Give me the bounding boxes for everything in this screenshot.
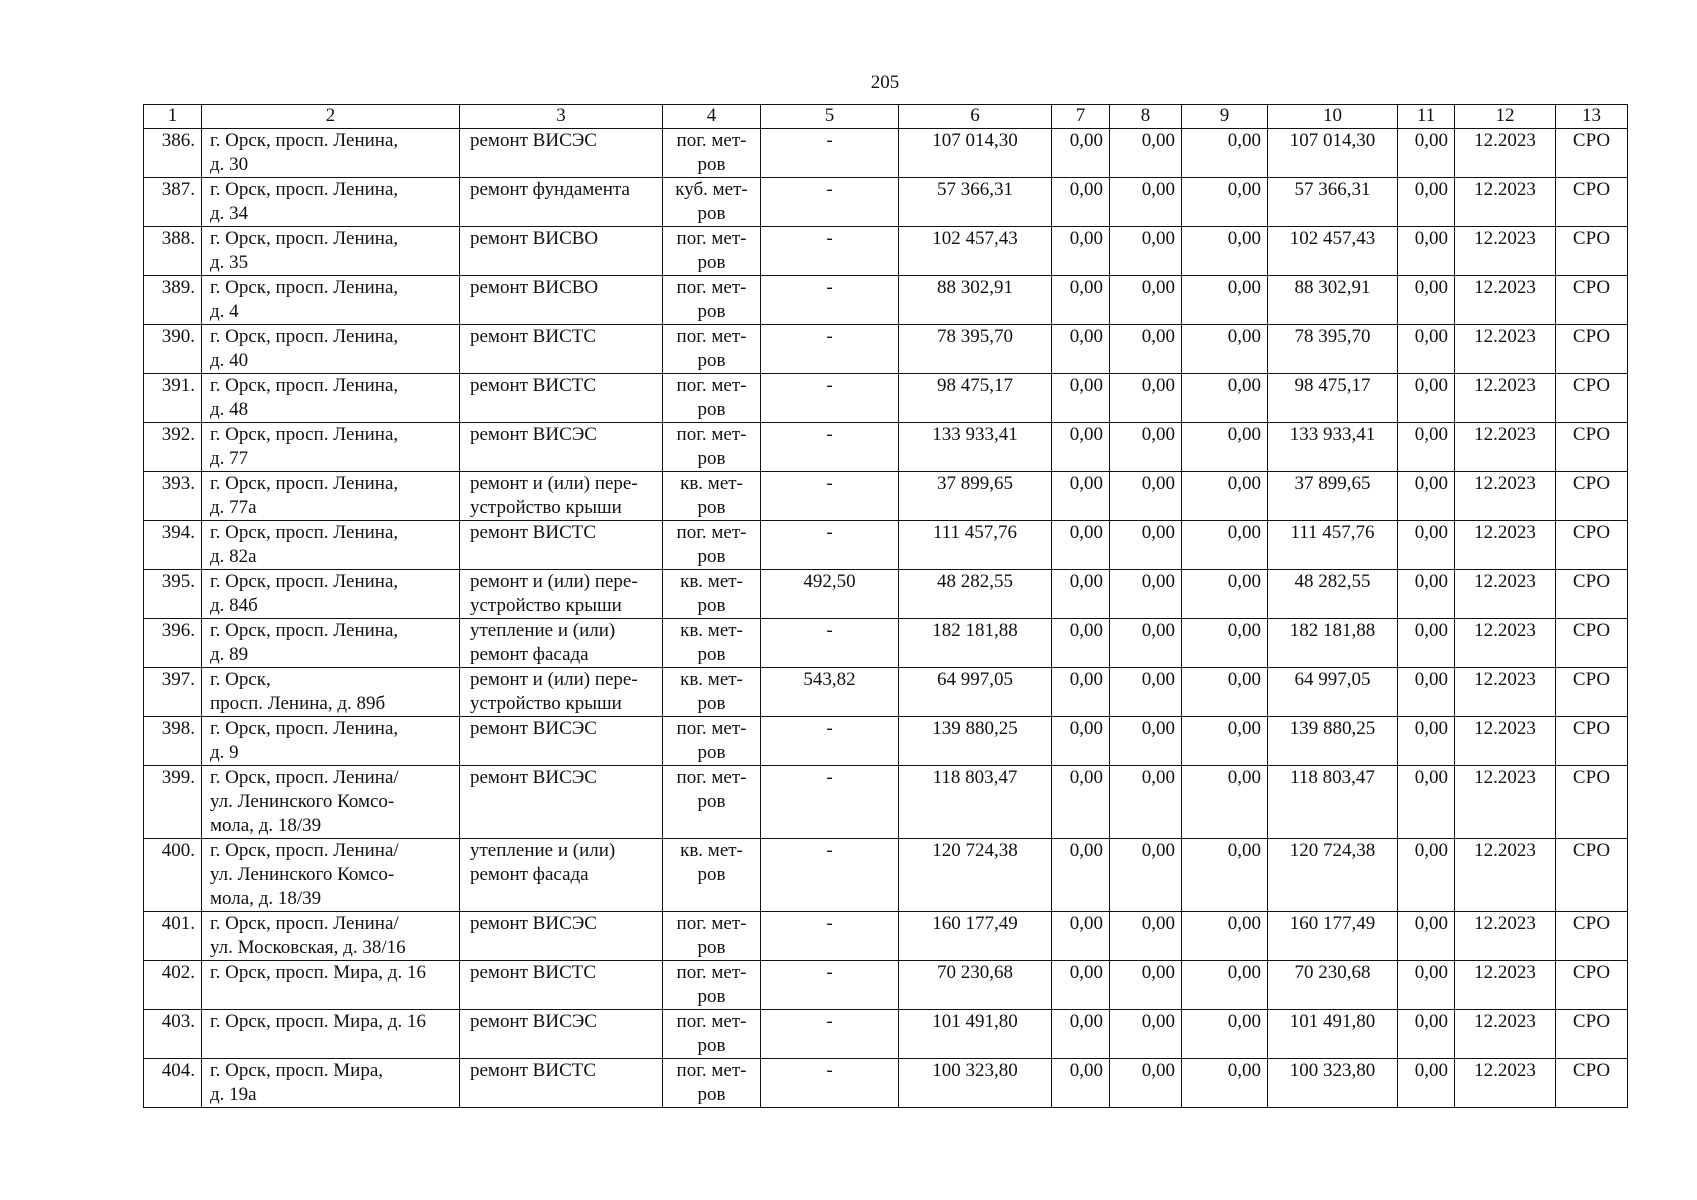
funding-cell: 0,00 <box>1110 521 1182 570</box>
unit-cell: пог. мет- ров <box>663 374 761 423</box>
funding-cell: 0,00 <box>1398 839 1455 912</box>
column-header: 8 <box>1110 105 1182 129</box>
funding-total-cell: 160 177,49 <box>1268 912 1398 961</box>
unit-cell: пог. мет- ров <box>663 423 761 472</box>
cost-total-cell: 64 997,05 <box>899 668 1052 717</box>
funding-cell: 0,00 <box>1052 178 1110 227</box>
funding-cell: 0,00 <box>1182 668 1268 717</box>
work-type-cell: ремонт ВИСТС <box>460 374 663 423</box>
address-cell: г. Орск, просп. Ленина, д. 89 <box>202 619 460 668</box>
row-number: 386. <box>144 129 202 178</box>
cost-total-cell: 111 457,76 <box>899 521 1052 570</box>
executor-cell: СРО <box>1556 668 1628 717</box>
address-cell: г. Орск, просп. Ленина, д. 77а <box>202 472 460 521</box>
funding-cell: 0,00 <box>1182 961 1268 1010</box>
column-header: 9 <box>1182 105 1268 129</box>
completion-date-cell: 12.2023 <box>1455 668 1556 717</box>
funding-cell: 0,00 <box>1182 912 1268 961</box>
completion-date-cell: 12.2023 <box>1455 912 1556 961</box>
address-cell: г. Орск, просп. Ленина/ ул. Ленинского Комсо- мола, д. 18/39 <box>202 766 460 839</box>
funding-cell: 0,00 <box>1398 227 1455 276</box>
funding-cell: 0,00 <box>1052 276 1110 325</box>
funding-cell: 0,00 <box>1052 1059 1110 1108</box>
row-number: 396. <box>144 619 202 668</box>
unit-cell: кв. мет- ров <box>663 668 761 717</box>
unit-cell: кв. мет- ров <box>663 619 761 668</box>
funding-cell: 0,00 <box>1110 766 1182 839</box>
completion-date-cell: 12.2023 <box>1455 1010 1556 1059</box>
completion-date-cell: 12.2023 <box>1455 766 1556 839</box>
executor-cell: СРО <box>1556 521 1628 570</box>
cost-total-cell: 78 395,70 <box>899 325 1052 374</box>
table-row <box>144 570 1628 619</box>
volume-cell: - <box>761 325 899 374</box>
funding-cell: 0,00 <box>1398 961 1455 1010</box>
funding-cell: 0,00 <box>1110 472 1182 521</box>
funding-cell: 0,00 <box>1110 961 1182 1010</box>
funding-cell: 0,00 <box>1398 374 1455 423</box>
work-type-cell: ремонт фундамента <box>460 178 663 227</box>
funding-cell: 0,00 <box>1110 276 1182 325</box>
unit-cell: пог. мет- ров <box>663 912 761 961</box>
unit-cell: кв. мет- ров <box>663 570 761 619</box>
funding-total-cell: 182 181,88 <box>1268 619 1398 668</box>
address-cell: г. Орск, просп. Мира, д. 19а <box>202 1059 460 1108</box>
cost-total-cell: 182 181,88 <box>899 619 1052 668</box>
funding-cell: 0,00 <box>1398 1059 1455 1108</box>
volume-cell: 492,50 <box>761 570 899 619</box>
table-row <box>144 423 1628 472</box>
volume-cell: - <box>761 1059 899 1108</box>
work-type-cell: ремонт ВИСЭС <box>460 129 663 178</box>
funding-cell: 0,00 <box>1182 1010 1268 1059</box>
executor-cell: СРО <box>1556 472 1628 521</box>
funding-total-cell: 88 302,91 <box>1268 276 1398 325</box>
address-cell: г. Орск, просп. Ленина, д. 35 <box>202 227 460 276</box>
executor-cell: СРО <box>1556 570 1628 619</box>
funding-total-cell: 120 724,38 <box>1268 839 1398 912</box>
executor-cell: СРО <box>1556 1010 1628 1059</box>
address-cell: г. Орск, просп. Ленина, д. 9 <box>202 717 460 766</box>
unit-cell: пог. мет- ров <box>663 521 761 570</box>
volume-cell: - <box>761 374 899 423</box>
work-type-cell: ремонт ВИСТС <box>460 521 663 570</box>
executor-cell: СРО <box>1556 717 1628 766</box>
address-cell: г. Орск, просп. Ленина/ ул. Ленинского Комсо- мола, д. 18/39 <box>202 839 460 912</box>
completion-date-cell: 12.2023 <box>1455 570 1556 619</box>
executor-cell: СРО <box>1556 766 1628 839</box>
funding-cell: 0,00 <box>1398 668 1455 717</box>
completion-date-cell: 12.2023 <box>1455 961 1556 1010</box>
funding-total-cell: 101 491,80 <box>1268 1010 1398 1059</box>
row-number: 404. <box>144 1059 202 1108</box>
column-header: 3 <box>460 105 663 129</box>
executor-cell: СРО <box>1556 374 1628 423</box>
address-cell: г. Орск, просп. Мира, д. 16 <box>202 961 460 1010</box>
table-row <box>144 961 1628 1010</box>
row-number: 392. <box>144 423 202 472</box>
table-row <box>144 325 1628 374</box>
volume-cell: - <box>761 766 899 839</box>
executor-cell: СРО <box>1556 325 1628 374</box>
executor-cell: СРО <box>1556 129 1628 178</box>
address-cell: г. Орск, просп. Ленина, д. 48 <box>202 374 460 423</box>
funding-cell: 0,00 <box>1110 668 1182 717</box>
funding-cell: 0,00 <box>1398 570 1455 619</box>
executor-cell: СРО <box>1556 227 1628 276</box>
funding-cell: 0,00 <box>1182 129 1268 178</box>
completion-date-cell: 12.2023 <box>1455 325 1556 374</box>
table-row <box>144 839 1628 912</box>
work-type-cell: ремонт ВИСЭС <box>460 423 663 472</box>
volume-cell: - <box>761 472 899 521</box>
funding-cell: 0,00 <box>1398 1010 1455 1059</box>
column-header: 5 <box>761 105 899 129</box>
executor-cell: СРО <box>1556 178 1628 227</box>
work-type-cell: ремонт ВИСТС <box>460 1059 663 1108</box>
address-cell: г. Орск, просп. Мира, д. 16 <box>202 1010 460 1059</box>
work-type-cell: ремонт ВИСЭС <box>460 717 663 766</box>
column-header: 1 <box>144 105 202 129</box>
funding-cell: 0,00 <box>1398 766 1455 839</box>
table-body <box>144 129 1628 1108</box>
work-type-cell: ремонт ВИСВО <box>460 227 663 276</box>
cost-total-cell: 120 724,38 <box>899 839 1052 912</box>
funding-cell: 0,00 <box>1052 472 1110 521</box>
table-row <box>144 717 1628 766</box>
column-header: 7 <box>1052 105 1110 129</box>
header-row <box>144 105 1628 129</box>
row-number: 402. <box>144 961 202 1010</box>
volume-cell: - <box>761 227 899 276</box>
funding-cell: 0,00 <box>1052 129 1110 178</box>
funding-cell: 0,00 <box>1398 717 1455 766</box>
row-number: 388. <box>144 227 202 276</box>
column-header: 2 <box>202 105 460 129</box>
unit-cell: пог. мет- ров <box>663 276 761 325</box>
funding-cell: 0,00 <box>1182 717 1268 766</box>
row-number: 387. <box>144 178 202 227</box>
table-row <box>144 374 1628 423</box>
column-header: 4 <box>663 105 761 129</box>
completion-date-cell: 12.2023 <box>1455 374 1556 423</box>
funding-cell: 0,00 <box>1398 912 1455 961</box>
funding-cell: 0,00 <box>1182 839 1268 912</box>
volume-cell: - <box>761 1010 899 1059</box>
table-row <box>144 227 1628 276</box>
work-type-cell: ремонт ВИСТС <box>460 961 663 1010</box>
funding-cell: 0,00 <box>1182 766 1268 839</box>
column-header: 11 <box>1398 105 1455 129</box>
unit-cell: пог. мет- ров <box>663 129 761 178</box>
unit-cell: пог. мет- ров <box>663 766 761 839</box>
cost-total-cell: 88 302,91 <box>899 276 1052 325</box>
row-number: 400. <box>144 839 202 912</box>
table-row <box>144 521 1628 570</box>
completion-date-cell: 12.2023 <box>1455 276 1556 325</box>
funding-cell: 0,00 <box>1182 472 1268 521</box>
unit-cell: пог. мет- ров <box>663 717 761 766</box>
work-type-cell: ремонт ВИСЭС <box>460 912 663 961</box>
completion-date-cell: 12.2023 <box>1455 619 1556 668</box>
completion-date-cell: 12.2023 <box>1455 472 1556 521</box>
funding-total-cell: 133 933,41 <box>1268 423 1398 472</box>
row-number: 393. <box>144 472 202 521</box>
funding-total-cell: 111 457,76 <box>1268 521 1398 570</box>
completion-date-cell: 12.2023 <box>1455 423 1556 472</box>
funding-cell: 0,00 <box>1052 227 1110 276</box>
funding-total-cell: 102 457,43 <box>1268 227 1398 276</box>
table-row <box>144 619 1628 668</box>
row-number: 398. <box>144 717 202 766</box>
funding-cell: 0,00 <box>1398 178 1455 227</box>
address-cell: г. Орск, просп. Ленина, д. 82а <box>202 521 460 570</box>
funding-cell: 0,00 <box>1052 619 1110 668</box>
volume-cell: - <box>761 839 899 912</box>
funding-cell: 0,00 <box>1182 227 1268 276</box>
address-cell: г. Орск, просп. Ленина, д. 4 <box>202 276 460 325</box>
work-type-cell: ремонт и (или) пере- устройство крыши <box>460 570 663 619</box>
row-number: 395. <box>144 570 202 619</box>
funding-cell: 0,00 <box>1052 668 1110 717</box>
cost-total-cell: 57 366,31 <box>899 178 1052 227</box>
table-row <box>144 668 1628 717</box>
funding-cell: 0,00 <box>1052 717 1110 766</box>
column-header: 12 <box>1455 105 1556 129</box>
cost-total-cell: 101 491,80 <box>899 1010 1052 1059</box>
funding-cell: 0,00 <box>1052 521 1110 570</box>
work-type-cell: утепление и (или) ремонт фасада <box>460 839 663 912</box>
funding-total-cell: 64 997,05 <box>1268 668 1398 717</box>
funding-cell: 0,00 <box>1110 912 1182 961</box>
funding-cell: 0,00 <box>1110 129 1182 178</box>
funding-cell: 0,00 <box>1110 839 1182 912</box>
address-cell: г. Орск, просп. Ленина, д. 77 <box>202 423 460 472</box>
executor-cell: СРО <box>1556 619 1628 668</box>
cost-total-cell: 118 803,47 <box>899 766 1052 839</box>
table-row <box>144 1010 1628 1059</box>
funding-cell: 0,00 <box>1052 839 1110 912</box>
funding-cell: 0,00 <box>1110 227 1182 276</box>
address-cell: г. Орск, просп. Ленина, д. 89б <box>202 668 460 717</box>
funding-cell: 0,00 <box>1398 521 1455 570</box>
funding-total-cell: 37 899,65 <box>1268 472 1398 521</box>
volume-cell: - <box>761 961 899 1010</box>
column-header: 10 <box>1268 105 1398 129</box>
funding-total-cell: 100 323,80 <box>1268 1059 1398 1108</box>
volume-cell: - <box>761 423 899 472</box>
executor-cell: СРО <box>1556 1059 1628 1108</box>
cost-total-cell: 37 899,65 <box>899 472 1052 521</box>
funding-cell: 0,00 <box>1182 276 1268 325</box>
funding-cell: 0,00 <box>1398 129 1455 178</box>
row-number: 401. <box>144 912 202 961</box>
funding-cell: 0,00 <box>1110 1010 1182 1059</box>
funding-cell: 0,00 <box>1182 1059 1268 1108</box>
row-number: 399. <box>144 766 202 839</box>
volume-cell: - <box>761 276 899 325</box>
funding-cell: 0,00 <box>1110 619 1182 668</box>
funding-cell: 0,00 <box>1052 374 1110 423</box>
funding-cell: 0,00 <box>1052 325 1110 374</box>
table-row <box>144 178 1628 227</box>
row-number: 394. <box>144 521 202 570</box>
funding-cell: 0,00 <box>1052 961 1110 1010</box>
funding-cell: 0,00 <box>1110 374 1182 423</box>
funding-cell: 0,00 <box>1182 374 1268 423</box>
work-type-cell: ремонт ВИСВО <box>460 276 663 325</box>
address-cell: г. Орск, просп. Ленина, д. 30 <box>202 129 460 178</box>
completion-date-cell: 12.2023 <box>1455 227 1556 276</box>
completion-date-cell: 12.2023 <box>1455 129 1556 178</box>
funding-cell: 0,00 <box>1110 325 1182 374</box>
executor-cell: СРО <box>1556 961 1628 1010</box>
funding-cell: 0,00 <box>1182 178 1268 227</box>
funding-total-cell: 139 880,25 <box>1268 717 1398 766</box>
funding-total-cell: 78 395,70 <box>1268 325 1398 374</box>
funding-total-cell: 57 366,31 <box>1268 178 1398 227</box>
cost-total-cell: 102 457,43 <box>899 227 1052 276</box>
funding-cell: 0,00 <box>1182 423 1268 472</box>
volume-cell: - <box>761 619 899 668</box>
completion-date-cell: 12.2023 <box>1455 839 1556 912</box>
unit-cell: пог. мет- ров <box>663 325 761 374</box>
funding-cell: 0,00 <box>1398 619 1455 668</box>
table-row <box>144 472 1628 521</box>
volume-cell: - <box>761 912 899 961</box>
row-number: 397. <box>144 668 202 717</box>
funding-cell: 0,00 <box>1110 717 1182 766</box>
table-row <box>144 766 1628 839</box>
funding-cell: 0,00 <box>1398 472 1455 521</box>
volume-cell: - <box>761 178 899 227</box>
work-type-cell: ремонт и (или) пере- устройство крыши <box>460 472 663 521</box>
funding-total-cell: 48 282,55 <box>1268 570 1398 619</box>
funding-cell: 0,00 <box>1182 521 1268 570</box>
row-number: 391. <box>144 374 202 423</box>
page-number: 205 <box>870 72 900 93</box>
funding-cell: 0,00 <box>1182 570 1268 619</box>
volume-cell: - <box>761 129 899 178</box>
column-header: 6 <box>899 105 1052 129</box>
executor-cell: СРО <box>1556 839 1628 912</box>
table-row <box>144 912 1628 961</box>
column-header: 13 <box>1556 105 1628 129</box>
completion-date-cell: 12.2023 <box>1455 178 1556 227</box>
address-cell: г. Орск, просп. Ленина/ ул. Московская, д. 38/16 <box>202 912 460 961</box>
work-type-cell: утепление и (или) ремонт фасада <box>460 619 663 668</box>
cost-total-cell: 100 323,80 <box>899 1059 1052 1108</box>
unit-cell: пог. мет- ров <box>663 227 761 276</box>
funding-cell: 0,00 <box>1182 619 1268 668</box>
address-cell: г. Орск, просп. Ленина, д. 84б <box>202 570 460 619</box>
funding-cell: 0,00 <box>1110 1059 1182 1108</box>
cost-total-cell: 133 933,41 <box>899 423 1052 472</box>
table-row <box>144 1059 1628 1108</box>
executor-cell: СРО <box>1556 423 1628 472</box>
work-type-cell: ремонт ВИСЭС <box>460 766 663 839</box>
unit-cell: пог. мет- ров <box>663 1010 761 1059</box>
funding-cell: 0,00 <box>1398 276 1455 325</box>
unit-cell: пог. мет- ров <box>663 1059 761 1108</box>
table-row <box>144 129 1628 178</box>
row-number: 390. <box>144 325 202 374</box>
funding-total-cell: 98 475,17 <box>1268 374 1398 423</box>
unit-cell: кв. мет- ров <box>663 839 761 912</box>
address-cell: г. Орск, просп. Ленина, д. 40 <box>202 325 460 374</box>
executor-cell: СРО <box>1556 276 1628 325</box>
volume-cell: - <box>761 717 899 766</box>
volume-cell: - <box>761 521 899 570</box>
funding-cell: 0,00 <box>1110 570 1182 619</box>
funding-cell: 0,00 <box>1398 325 1455 374</box>
cost-total-cell: 107 014,30 <box>899 129 1052 178</box>
registry-table <box>143 104 1628 1108</box>
address-cell: г. Орск, просп. Ленина, д. 34 <box>202 178 460 227</box>
funding-total-cell: 70 230,68 <box>1268 961 1398 1010</box>
work-type-cell: ремонт ВИСТС <box>460 325 663 374</box>
row-number: 389. <box>144 276 202 325</box>
cost-total-cell: 70 230,68 <box>899 961 1052 1010</box>
cost-total-cell: 98 475,17 <box>899 374 1052 423</box>
volume-cell: 543,82 <box>761 668 899 717</box>
cost-total-cell: 160 177,49 <box>899 912 1052 961</box>
funding-cell: 0,00 <box>1052 912 1110 961</box>
work-type-cell: ремонт и (или) пере- устройство крыши <box>460 668 663 717</box>
funding-total-cell: 107 014,30 <box>1268 129 1398 178</box>
completion-date-cell: 12.2023 <box>1455 1059 1556 1108</box>
funding-cell: 0,00 <box>1182 325 1268 374</box>
cost-total-cell: 48 282,55 <box>899 570 1052 619</box>
completion-date-cell: 12.2023 <box>1455 717 1556 766</box>
unit-cell: куб. мет- ров <box>663 178 761 227</box>
row-number: 403. <box>144 1010 202 1059</box>
funding-total-cell: 118 803,47 <box>1268 766 1398 839</box>
unit-cell: пог. мет- ров <box>663 961 761 1010</box>
executor-cell: СРО <box>1556 912 1628 961</box>
work-type-cell: ремонт ВИСЭС <box>460 1010 663 1059</box>
funding-cell: 0,00 <box>1110 178 1182 227</box>
table-row <box>144 276 1628 325</box>
completion-date-cell: 12.2023 <box>1455 521 1556 570</box>
funding-cell: 0,00 <box>1052 570 1110 619</box>
funding-cell: 0,00 <box>1052 1010 1110 1059</box>
funding-cell: 0,00 <box>1052 423 1110 472</box>
cost-total-cell: 139 880,25 <box>899 717 1052 766</box>
unit-cell: кв. мет- ров <box>663 472 761 521</box>
funding-cell: 0,00 <box>1052 766 1110 839</box>
funding-cell: 0,00 <box>1398 423 1455 472</box>
funding-cell: 0,00 <box>1110 423 1182 472</box>
